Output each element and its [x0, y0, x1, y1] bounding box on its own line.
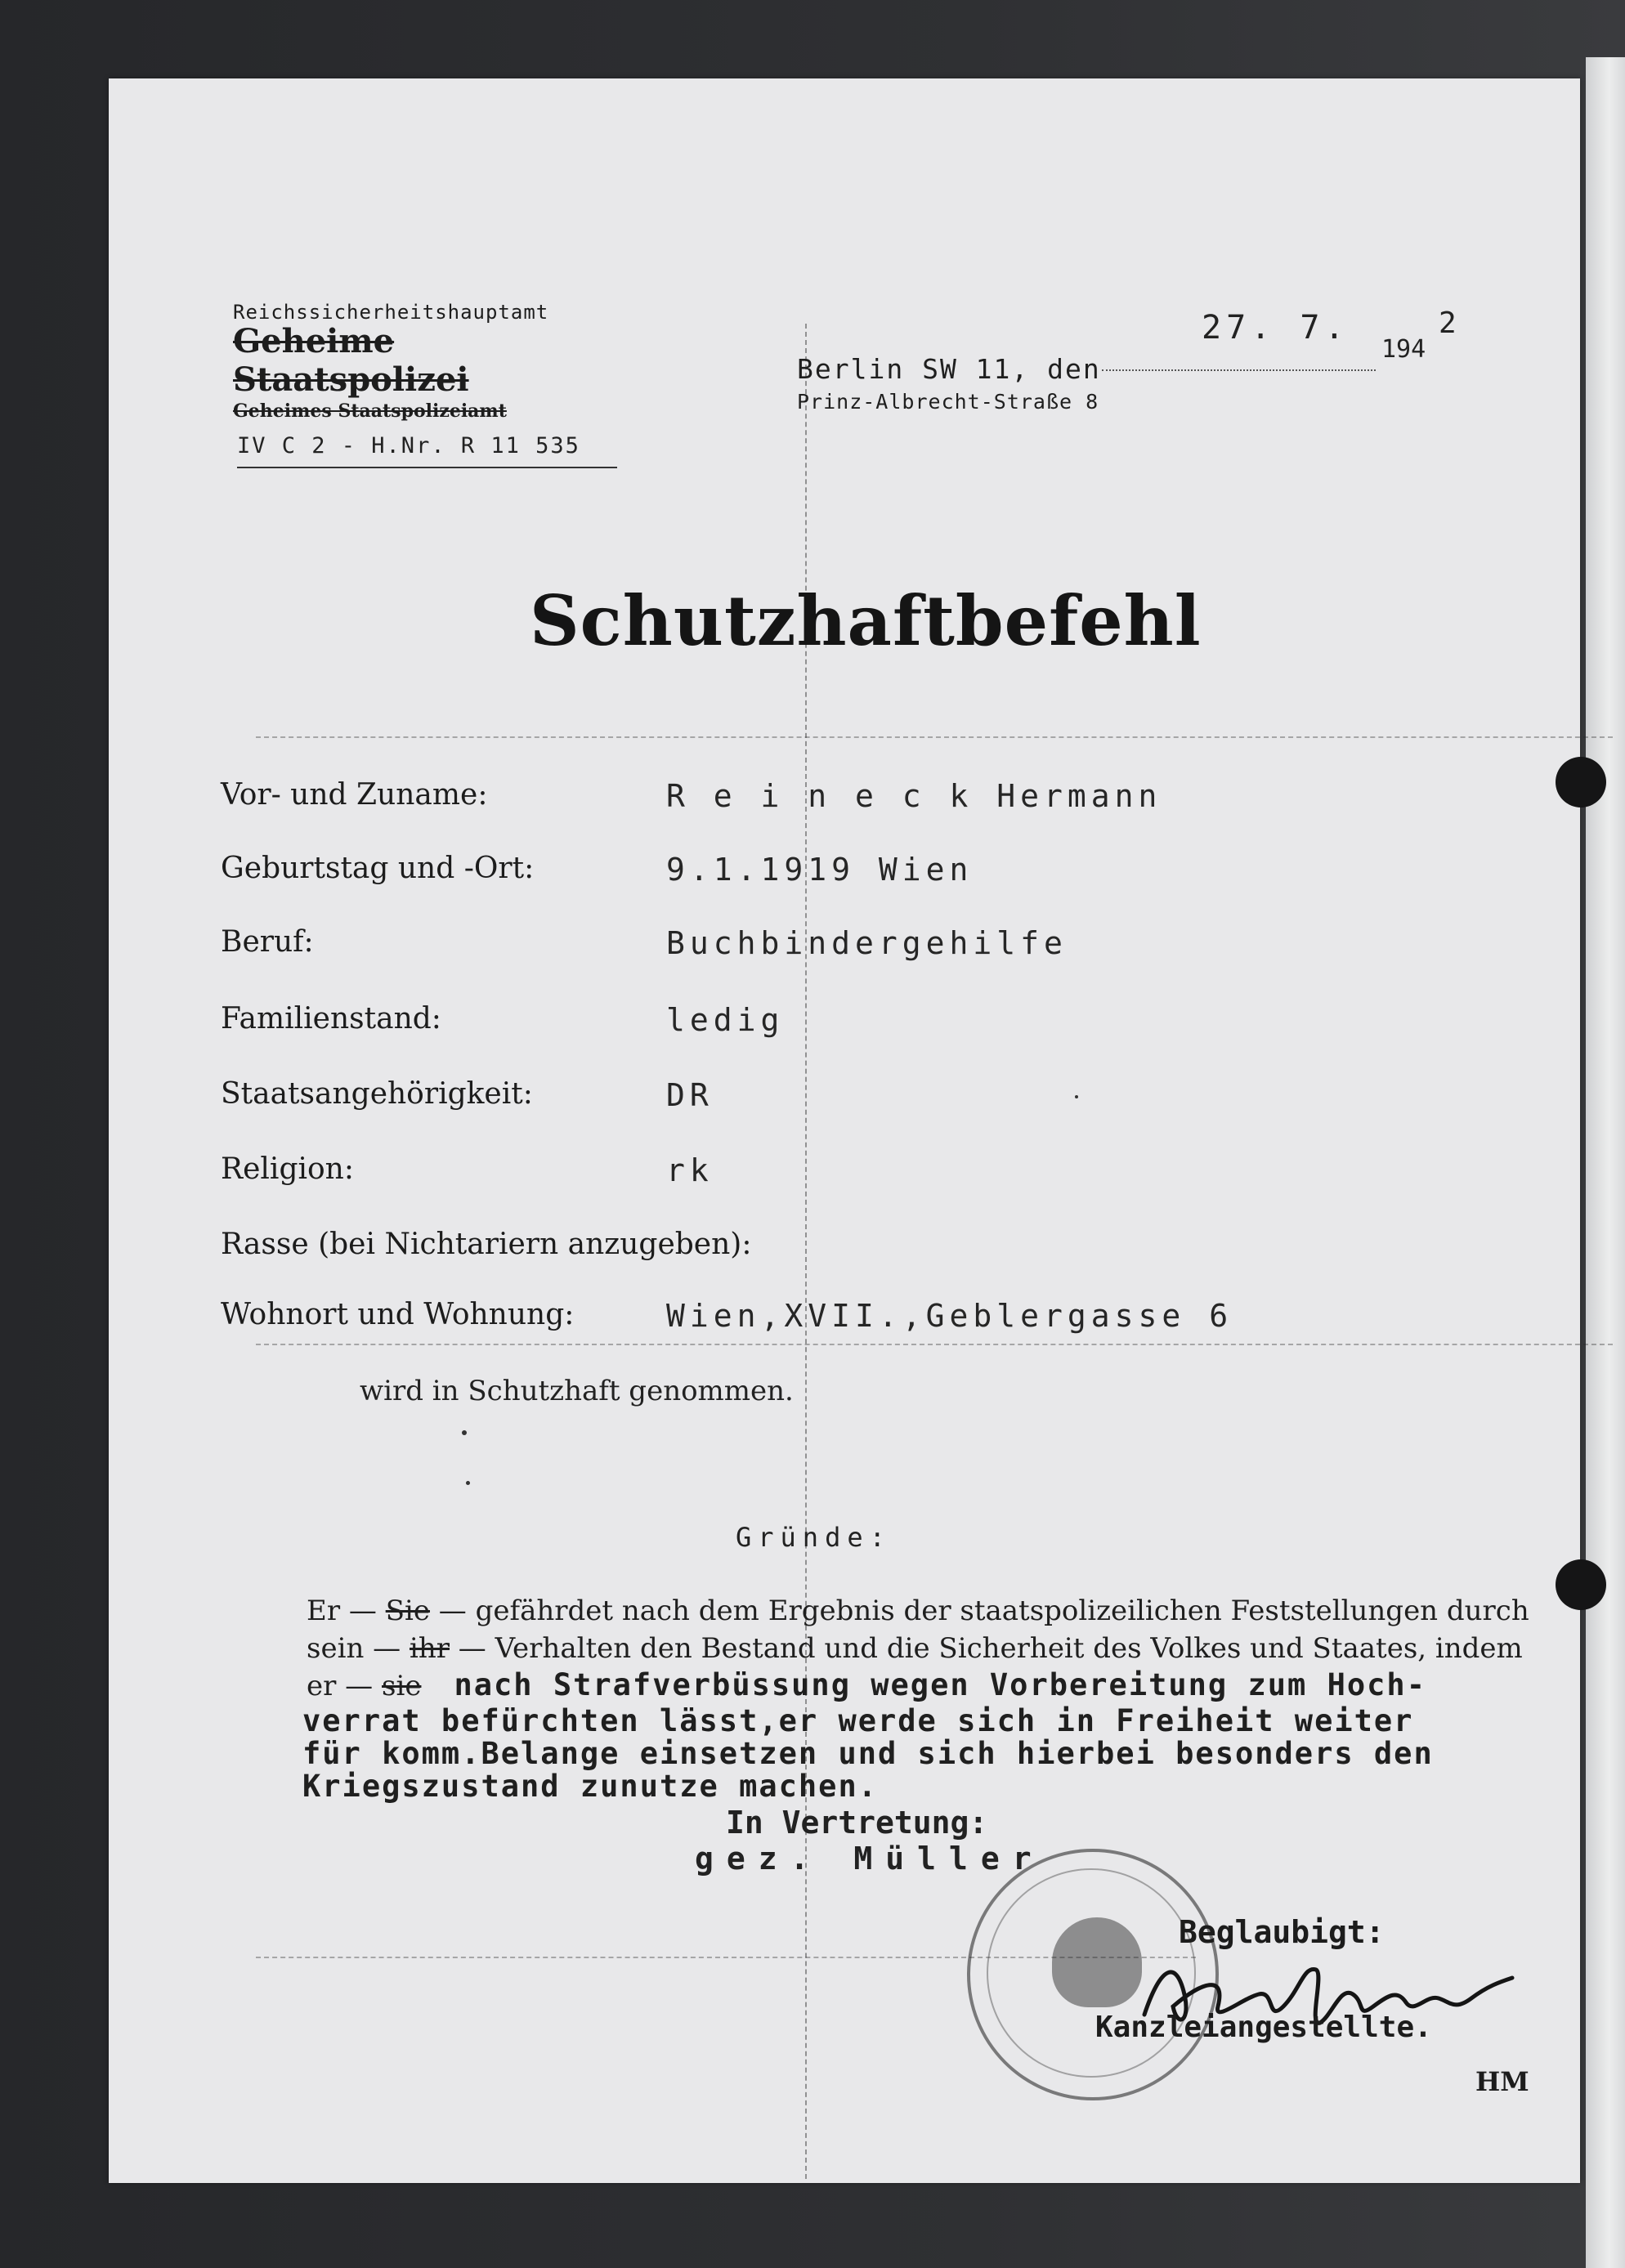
field-row	[221, 1077, 1496, 1126]
typed-line: verrat befürchten lässt,er werde sich in Freiheit weiter	[302, 1703, 1414, 1738]
reasons-body	[302, 1592, 1529, 1804]
reasons-text: sein —	[307, 1632, 410, 1665]
field-label: Familienstand:	[221, 1002, 441, 1036]
office-line-struck: Geheime Staatspolizei	[233, 322, 469, 399]
fold-line-horizontal	[256, 736, 1613, 738]
field-label: Staatsangehörigkeit:	[221, 1077, 533, 1111]
date-year-prefix: 194	[1381, 335, 1426, 364]
office-line-struck: Geheimes Staatspolizeiamt	[233, 400, 507, 422]
field-label: Vor- und Zuname:	[221, 778, 488, 812]
field-value: Wien,XVII.,Geblergasse 6	[666, 1298, 1233, 1334]
struck-pronoun: Sie	[385, 1595, 430, 1627]
field-row	[221, 852, 1496, 901]
date-dotted-line	[1102, 369, 1376, 371]
reasons-line	[307, 1592, 1529, 1630]
scan-speck	[462, 1430, 467, 1435]
field-value: DR	[666, 1077, 714, 1113]
initials: HM	[1475, 2066, 1529, 2097]
reasons-text: Er —	[307, 1595, 386, 1627]
place-block	[797, 353, 1101, 414]
field-label: Geburtstag und -Ort:	[221, 852, 535, 885]
field-value: Buchbindergehilfe	[666, 925, 1068, 961]
field-value: 9.1.1919 Wien	[666, 852, 974, 888]
field-value: rk	[666, 1152, 714, 1188]
field-row	[221, 1002, 1496, 1051]
field-value: R e i n e c k Hermann	[666, 778, 1162, 814]
clerk-title: Kanzleiangestellte.	[1095, 2011, 1432, 2044]
document-title: Schutzhaftbefehl	[530, 580, 1202, 661]
reasons-text: — gefährdet nach dem Ergebnis der staatspolizeilichen Feststellungen durch	[429, 1595, 1529, 1627]
field-label: Religion:	[221, 1152, 354, 1186]
reasons-text: er —	[307, 1670, 382, 1702]
scan-speck	[466, 1481, 470, 1485]
field-row	[221, 778, 1496, 827]
struck-pronoun: sie	[382, 1670, 422, 1702]
reasons-line	[307, 1667, 1508, 1705]
field-row	[221, 925, 1496, 974]
typed-line: für komm.Belange einsetzen und sich hierbei besonders den	[302, 1736, 1434, 1771]
issuing-office	[233, 301, 625, 422]
field-row	[221, 1228, 1496, 1277]
punch-hole	[1556, 1559, 1606, 1610]
scan-speck	[1075, 1095, 1078, 1098]
field-label: Rasse (bei Nichtariern anzugeben):	[221, 1228, 752, 1261]
custody-statement: wird in Schutzhaft genommen.	[360, 1375, 794, 1407]
certified-label: Beglaubigt:	[1179, 1914, 1385, 1950]
signed-by: gez. Müller	[695, 1841, 1045, 1877]
field-label: Wohnort und Wohnung:	[221, 1298, 575, 1331]
reasons-text: — Verhalten den Bestand und die Sicherheit des Volkes und Staates, indem	[450, 1632, 1523, 1665]
reference-number: IV C 2 - H.Nr. R 11 535	[237, 433, 617, 468]
date-day-month: 27. 7.	[1202, 309, 1350, 347]
representation-line: In Vertretung:	[726, 1805, 988, 1841]
date-year-digit: 2	[1439, 306, 1457, 340]
reasons-line	[307, 1630, 1523, 1667]
typed-text: nach Strafverbüssung wegen Vorbereitung zum Hoch-	[454, 1667, 1426, 1702]
office-line: Reichssicherheitshauptamt	[233, 301, 549, 324]
field-value: ledig	[666, 1002, 785, 1038]
city-line: Berlin SW 11, den	[797, 353, 1101, 385]
field-label: Beruf:	[221, 925, 314, 959]
street-line: Prinz-Albrecht-Straße 8	[797, 390, 1099, 414]
reasons-heading: Gründe:	[736, 1522, 892, 1553]
field-row	[221, 1152, 1496, 1201]
typed-line: Kriegszustand zunutze machen.	[302, 1769, 879, 1804]
field-row	[221, 1298, 1496, 1347]
next-page-edge	[1586, 57, 1625, 2268]
punch-hole	[1556, 757, 1606, 807]
struck-pronoun: ihr	[409, 1632, 450, 1665]
